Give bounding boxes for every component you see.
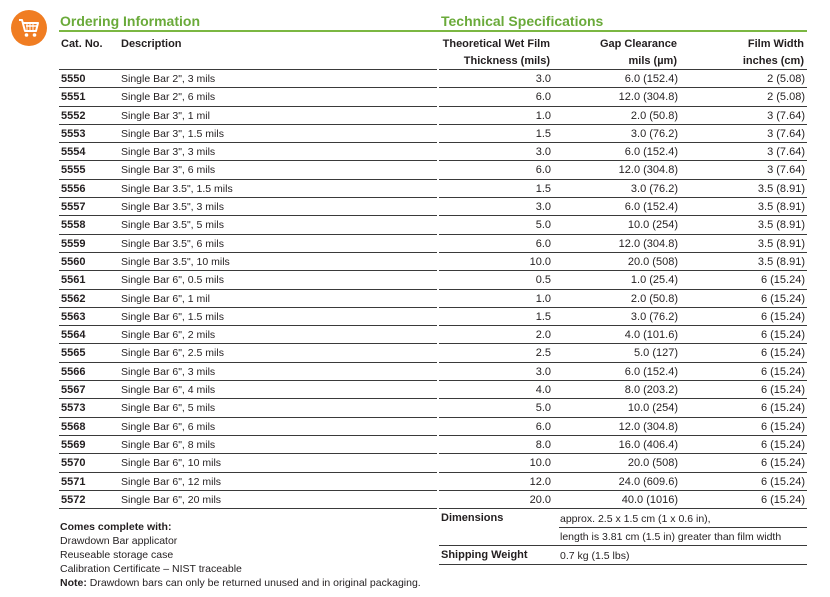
cat-no: 5551 — [61, 91, 86, 104]
cat-no: 5554 — [61, 146, 86, 159]
description: Single Bar 6", 20 mils — [121, 493, 222, 506]
cat-no: 5562 — [61, 292, 86, 305]
film-width: 3 (7.64) — [767, 109, 805, 122]
gap-clearance: 10.0 (254) — [627, 402, 678, 415]
description: Single Bar 6", 6 mils — [121, 420, 216, 433]
film-width: 6 (15.24) — [760, 457, 805, 470]
wet-film-thickness: 6.0 — [535, 420, 551, 433]
wet-film-thickness: 1.5 — [535, 127, 551, 140]
table-row — [59, 290, 807, 308]
description: Single Bar 6", 0.5 mils — [121, 274, 224, 287]
description: Single Bar 6", 1.5 mils — [121, 310, 224, 323]
cat-no: 5571 — [61, 475, 86, 488]
gap-clearance: 40.0 (1016) — [621, 493, 678, 506]
gap-clearance: 12.0 (304.8) — [618, 420, 678, 433]
wet-film-thickness: 10.0 — [529, 255, 551, 268]
gap-clearance: 2.0 (50.8) — [630, 292, 678, 305]
note — [60, 576, 421, 590]
gap-clearance: 1.0 (25.4) — [630, 274, 678, 287]
product-table — [59, 70, 807, 509]
wet-film-thickness: 0.5 — [535, 274, 551, 287]
cat-no: 5556 — [61, 182, 86, 195]
cat-no: 5570 — [61, 457, 86, 470]
table-row — [59, 436, 807, 454]
gap-clearance: 12.0 (304.8) — [618, 164, 678, 177]
gap-clearance: 12.0 (304.8) — [618, 237, 678, 250]
cat-no: 5572 — [61, 493, 86, 506]
cat-no: 5573 — [61, 402, 86, 415]
table-row — [59, 198, 807, 216]
film-width: 6 (15.24) — [760, 420, 805, 433]
wet-film-thickness: 8.0 — [535, 438, 551, 451]
table-row — [59, 473, 807, 491]
cart-badge — [11, 10, 47, 46]
description: Single Bar 6", 5 mils — [121, 402, 216, 415]
wet-film-thickness: 3.0 — [535, 73, 551, 85]
cat-no: 5567 — [61, 384, 86, 397]
description: Single Bar 6", 2 mils — [121, 329, 216, 342]
description: Single Bar 6", 8 mils — [121, 438, 216, 451]
wet-film-thickness: 3.0 — [535, 201, 551, 214]
table-row — [59, 381, 807, 399]
wet-film-thickness: 1.5 — [535, 310, 551, 323]
wet-film-thickness: 3.0 — [535, 365, 551, 378]
table-row — [59, 326, 807, 344]
table-row — [59, 125, 807, 143]
description: Single Bar 3", 3 mils — [121, 146, 216, 159]
gap-clearance: 3.0 (76.2) — [630, 182, 678, 195]
wet-film-thickness: 3.0 — [535, 146, 551, 159]
wet-film-thickness: 5.0 — [535, 219, 551, 232]
table-row — [59, 70, 807, 88]
table-row — [59, 253, 807, 271]
film-width: 6 (15.24) — [760, 438, 805, 451]
table-row — [59, 491, 807, 509]
col-header-description: Description — [121, 38, 182, 50]
film-width: 2 (5.08) — [767, 91, 805, 104]
gap-clearance: 5.0 (127) — [633, 347, 678, 360]
gap-clearance: 6.0 (152.4) — [624, 146, 678, 159]
cat-no: 5568 — [61, 420, 86, 433]
included-item: Reuseable storage case — [60, 549, 174, 561]
wet-film-thickness: 1.0 — [535, 109, 551, 122]
description: Single Bar 6", 2.5 mils — [121, 347, 224, 360]
wet-film-thickness: 6.0 — [535, 164, 551, 177]
gap-clearance: 20.0 (508) — [627, 255, 678, 268]
shopping-cart-icon — [18, 18, 40, 38]
description: Single Bar 3.5", 1.5 mils — [121, 182, 233, 195]
cat-no: 5555 — [61, 164, 86, 177]
description: Single Bar 3", 6 mils — [121, 164, 216, 177]
gap-clearance: 16.0 (406.4) — [618, 438, 678, 451]
gap-clearance: 24.0 (609.6) — [618, 475, 678, 488]
wet-film-thickness: 1.5 — [535, 182, 551, 195]
cat-no: 5569 — [61, 438, 86, 451]
table-row — [59, 161, 807, 179]
table-row — [59, 418, 807, 436]
description: Single Bar 6", 10 mils — [121, 457, 222, 470]
film-width: 6 (15.24) — [760, 384, 805, 397]
note-label: Note: — [60, 577, 87, 589]
col-header-gap-line2: mils (µm) — [628, 55, 677, 67]
film-width: 6 (15.24) — [760, 292, 805, 305]
col-header-width-line1: Film Width — [747, 38, 804, 50]
table-row — [59, 308, 807, 326]
cat-no: 5550 — [61, 73, 86, 85]
gap-clearance: 12.0 (304.8) — [618, 91, 678, 104]
film-width: 6 (15.24) — [760, 347, 805, 360]
cat-no: 5558 — [61, 219, 86, 232]
wet-film-thickness: 6.0 — [535, 237, 551, 250]
description: Single Bar 3", 1.5 mils — [121, 127, 224, 140]
wet-film-thickness: 2.0 — [535, 329, 551, 342]
table-row — [59, 216, 807, 234]
description: Single Bar 6", 12 mils — [121, 475, 222, 488]
film-width: 6 (15.24) — [760, 329, 805, 342]
gap-clearance: 20.0 (508) — [627, 457, 678, 470]
wet-film-thickness: 6.0 — [535, 91, 551, 104]
gap-clearance: 6.0 (152.4) — [624, 365, 678, 378]
table-row — [59, 344, 807, 362]
cat-no: 5566 — [61, 365, 86, 378]
shipping-rule — [439, 564, 807, 565]
description: Single Bar 3.5", 5 mils — [121, 219, 224, 232]
heading-divider — [59, 30, 807, 32]
dimensions-rule-1 — [559, 527, 807, 528]
comes-complete-title: Comes complete with: — [60, 521, 172, 533]
film-width: 3.5 (8.91) — [757, 255, 805, 268]
film-width: 6 (15.24) — [760, 475, 805, 488]
table-row — [59, 88, 807, 106]
gap-clearance: 10.0 (254) — [627, 219, 678, 232]
film-width: 6 (15.24) — [760, 493, 805, 506]
gap-clearance: 6.0 (152.4) — [624, 201, 678, 214]
shipping-weight-label: Shipping Weight — [441, 549, 528, 561]
film-width: 3 (7.64) — [767, 127, 805, 140]
wet-film-thickness: 2.5 — [535, 347, 551, 360]
comes-complete-section — [60, 520, 421, 590]
table-row — [59, 107, 807, 125]
dimensions-line2: length is 3.81 cm (1.5 in) greater than film width — [560, 531, 782, 543]
col-header-cat-no: Cat. No. — [61, 38, 103, 50]
wet-film-thickness: 12.0 — [529, 475, 551, 488]
cat-no: 5552 — [61, 109, 86, 122]
film-width: 2 (5.08) — [767, 73, 805, 85]
description: Single Bar 2", 3 mils — [121, 73, 216, 85]
table-row — [59, 399, 807, 417]
film-width: 3.5 (8.91) — [757, 182, 805, 195]
gap-clearance: 3.0 (76.2) — [630, 127, 678, 140]
film-width: 6 (15.24) — [760, 402, 805, 415]
col-header-gap-line1: Gap Clearance — [599, 38, 677, 50]
row-rule — [59, 508, 437, 509]
film-width: 6 (15.24) — [760, 365, 805, 378]
description: Single Bar 3.5", 10 mils — [121, 255, 230, 268]
film-width: 3 (7.64) — [767, 146, 805, 159]
cat-no: 5563 — [61, 310, 86, 323]
wet-film-thickness: 1.0 — [535, 292, 551, 305]
wet-film-thickness: 5.0 — [535, 402, 551, 415]
table-row — [59, 180, 807, 198]
row-rule — [439, 508, 807, 509]
film-width: 3.5 (8.91) — [757, 237, 805, 250]
gap-clearance: 8.0 (203.2) — [624, 384, 678, 397]
description: Single Bar 6", 4 mils — [121, 384, 216, 397]
cat-no: 5565 — [61, 347, 86, 360]
included-item: Calibration Certificate – NIST traceable — [60, 563, 242, 575]
col-header-thickness-line2: Thickness (mils) — [463, 55, 550, 67]
cat-no: 5559 — [61, 237, 86, 250]
description: Single Bar 3.5", 6 mils — [121, 237, 224, 250]
table-row — [59, 143, 807, 161]
table-row — [59, 271, 807, 289]
gap-clearance: 3.0 (76.2) — [630, 310, 678, 323]
gap-clearance: 4.0 (101.6) — [624, 329, 678, 342]
film-width: 6 (15.24) — [760, 274, 805, 287]
wet-film-thickness: 20.0 — [529, 493, 551, 506]
included-item: Drawdown Bar applicator — [60, 535, 178, 547]
table-row — [59, 235, 807, 253]
cat-no: 5553 — [61, 127, 86, 140]
cat-no: 5560 — [61, 255, 86, 268]
col-header-width-line2: inches (cm) — [742, 55, 804, 67]
dimensions-label: Dimensions — [441, 512, 504, 524]
col-header-thickness-line1: Theoretical Wet Film — [442, 38, 550, 50]
description: Single Bar 6", 1 mil — [121, 292, 210, 305]
film-width: 3.5 (8.91) — [757, 219, 805, 232]
film-width: 3.5 (8.91) — [757, 201, 805, 214]
shipping-weight-value: 0.7 kg (1.5 lbs) — [560, 550, 630, 562]
table-row — [59, 363, 807, 381]
ordering-heading: Ordering Information — [60, 13, 200, 29]
description: Single Bar 6", 3 mils — [121, 365, 216, 378]
description: Single Bar 3", 1 mil — [121, 109, 210, 122]
cat-no: 5561 — [61, 274, 86, 287]
film-width: 3 (7.64) — [767, 164, 805, 177]
wet-film-thickness: 4.0 — [535, 384, 551, 397]
dimensions-rule-2 — [439, 545, 807, 546]
dimensions-line1: approx. 2.5 x 1.5 cm (1 x 0.6 in), — [560, 513, 711, 525]
description: Single Bar 3.5", 3 mils — [121, 201, 224, 214]
tech-specs-heading: Technical Specifications — [441, 13, 604, 29]
wet-film-thickness: 10.0 — [529, 457, 551, 470]
film-width: 6 (15.24) — [760, 310, 805, 323]
description: Single Bar 2", 6 mils — [121, 91, 216, 104]
gap-clearance: 2.0 (50.8) — [630, 109, 678, 122]
table-row — [59, 454, 807, 472]
gap-clearance: 6.0 (152.4) — [624, 73, 678, 85]
cat-no: 5557 — [61, 201, 86, 214]
cat-no: 5564 — [61, 329, 86, 342]
note-text: Drawdown bars can only be returned unused and in original packaging. — [86, 577, 421, 589]
